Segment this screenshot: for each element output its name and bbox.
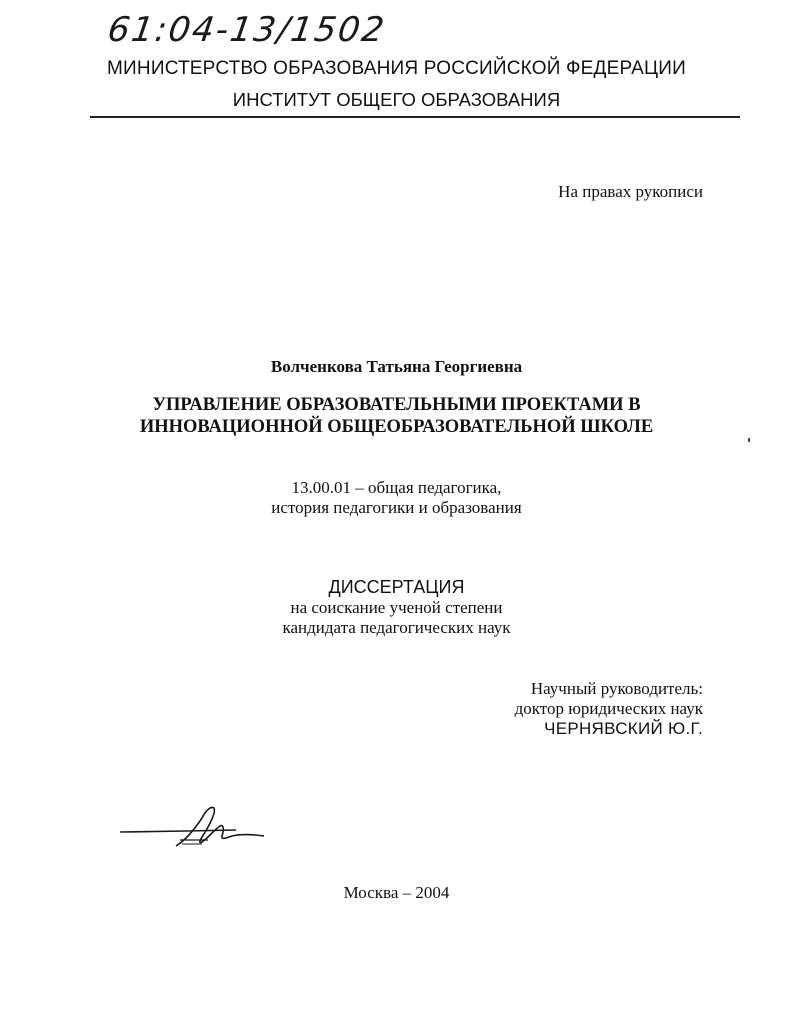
specialty-code [0,478,793,518]
dissertation-title [0,394,793,438]
institute-heading: ИНСТИТУТ ОБЩЕГО ОБРАЗОВАНИЯ [232,89,561,110]
title-line-2: ИННОВАЦИОННОЙ ОБЩЕОБРАЗОВАТЕЛЬНОЙ ШКОЛЕ [139,417,654,437]
supervisor-degree: доктор юридических наук [514,699,703,718]
manuscript-note: На правах рукописи [558,182,703,201]
degree-line-2: кандидата педагогических наук [282,618,511,637]
header-divider [90,116,740,118]
signature-icon [116,800,276,860]
degree-description [0,598,793,638]
supervisor-name: ЧЕРНЯВСКИЙ Ю.Г. [544,719,703,738]
supervisor-label: Научный руководитель: [530,679,703,698]
ministry-heading: МИНИСТЕРСТВО ОБРАЗОВАНИЯ РОССИЙСКОЙ ФЕДЕРАЦИИ [107,58,686,79]
title-line-1: УПРАВЛЕНИЕ ОБРАЗОВАТЕЛЬНЫМИ ПРОЕКТАМИ В [152,395,641,415]
specialty-line-2: история педагогики и образования [271,498,522,517]
supervisor-block [515,679,703,739]
degree-line-1: на соискание ученой степени [290,598,503,617]
author-name: Волченкова Татьяна Георгиевна [270,357,523,376]
scan-speck [748,438,750,442]
city-year: Москва – 2004 [343,883,450,902]
specialty-line-1: 13.00.01 – общая педагогика, [291,478,502,497]
dissertation-heading: ДИССЕРТАЦИЯ [328,577,465,597]
handwritten-archive-code: 61:04-13/1502 [105,10,389,50]
